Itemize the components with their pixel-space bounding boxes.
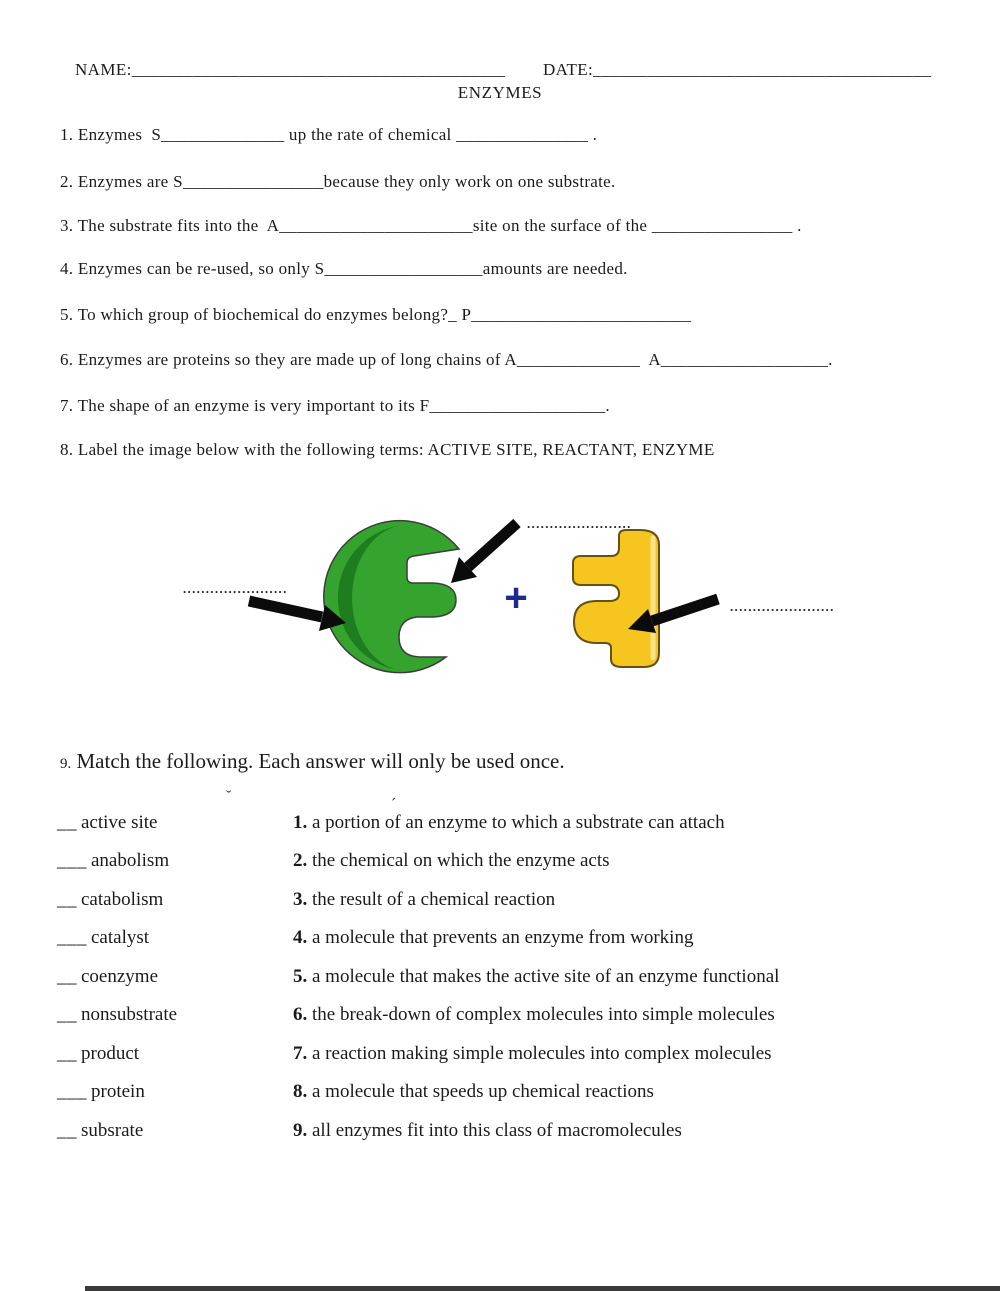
plus-sign: +: [504, 576, 528, 620]
match-answer-blank[interactable]: ___: [57, 1081, 87, 1102]
date-label: DATE:: [543, 60, 594, 79]
match-definition-2: 2. the chemical on which the enzyme acts: [293, 850, 610, 871]
question-9-number: 9.: [60, 756, 72, 772]
question-6: 6. Enzymes are proteins so they are made up of long chains of A______________ A___________________.: [60, 350, 833, 369]
question-7: 7. The shape of an enzyme is very important to its F____________________.: [60, 396, 610, 415]
match-answer-blank[interactable]: ___: [57, 850, 87, 871]
label-blank-top[interactable]: .......................: [527, 516, 632, 531]
match-term-coenzyme: __ coenzyme: [57, 966, 159, 987]
match-answer-blank[interactable]: __: [57, 1120, 77, 1141]
match-definition-6: 6. the break-down of complex molecules into simple molecules: [293, 1004, 775, 1025]
match-definition-1: 1. a portion of an enzyme to which a substrate can attach: [293, 812, 725, 833]
substrate-shape: [573, 530, 659, 667]
arrow-active-site-shaft: [468, 523, 517, 567]
match-answer-blank[interactable]: __: [57, 889, 77, 910]
scan-edge-artifact: [85, 1286, 1000, 1291]
date-blank[interactable]: ______________________________________: [593, 60, 932, 79]
match-definition-4: 4. a molecule that prevents an enzyme from working: [293, 927, 694, 948]
question-3: 3. The substrate fits into the A______________________site on the surface of the ________________ .: [60, 216, 802, 235]
match-definition-3: 3. the result of a chemical reaction: [293, 889, 556, 910]
match-term-anabolism: ___ anabolism: [57, 850, 170, 871]
question-8: 8. Label the image below with the following terms: ACTIVE SITE, REACTANT, ENZYME: [60, 440, 715, 459]
match-answer-blank[interactable]: __: [57, 812, 77, 833]
match-term-subsrate: __ subsrate: [57, 1120, 144, 1141]
match-definition-8: 8. a molecule that speeds up chemical reactions: [293, 1081, 654, 1102]
match-term-nonsubstrate: __ nonsubstrate: [57, 1004, 178, 1025]
match-term-catabolism: __ catabolism: [57, 889, 164, 910]
match-answer-blank[interactable]: __: [57, 1004, 77, 1025]
question-2: 2. Enzymes are S________________because they only work on one substrate.: [60, 172, 616, 191]
match-definition-9: 9. all enzymes fit into this class of macromolecules: [293, 1120, 682, 1141]
match-term-active-site: __ active site: [57, 812, 158, 833]
label-blank-left[interactable]: .......................: [183, 581, 288, 596]
match-term-protein: ___ protein: [57, 1081, 145, 1102]
match-answer-blank[interactable]: __: [57, 966, 77, 987]
scan-artifact-mark: ´: [391, 796, 397, 813]
match-answer-blank[interactable]: ___: [57, 927, 87, 948]
match-answer-blank[interactable]: __: [57, 1043, 77, 1064]
name-blank[interactable]: __________________________________________: [131, 60, 506, 79]
question-5: 5. To which group of biochemical do enzymes belong?_ P_________________________: [60, 305, 692, 324]
label-blank-right[interactable]: .......................: [730, 599, 835, 614]
question-4: 4. Enzymes can be re-used, so only S__________________amounts are needed.: [60, 259, 628, 278]
question-1: 1. Enzymes S______________ up the rate of chemical _______________ .: [60, 125, 598, 144]
arrow-enzyme-shaft: [249, 601, 322, 617]
arrow-substrate-shaft: [652, 599, 718, 621]
name-label: NAME:: [75, 60, 132, 79]
match-definition-5: 5. a molecule that makes the active site of an enzyme functional: [293, 966, 780, 987]
question-9-text: Match the following. Each answer will only be used once.: [71, 749, 565, 773]
match-term-catalyst: ___ catalyst: [57, 927, 150, 948]
scan-artifact-mark: ˘: [226, 788, 232, 805]
match-definition-7: 7. a reaction making simple molecules into complex molecules: [293, 1043, 772, 1064]
page-title: ENZYMES: [457, 83, 543, 102]
match-term-product: __ product: [57, 1043, 140, 1064]
question-9: [60, 749, 565, 774]
